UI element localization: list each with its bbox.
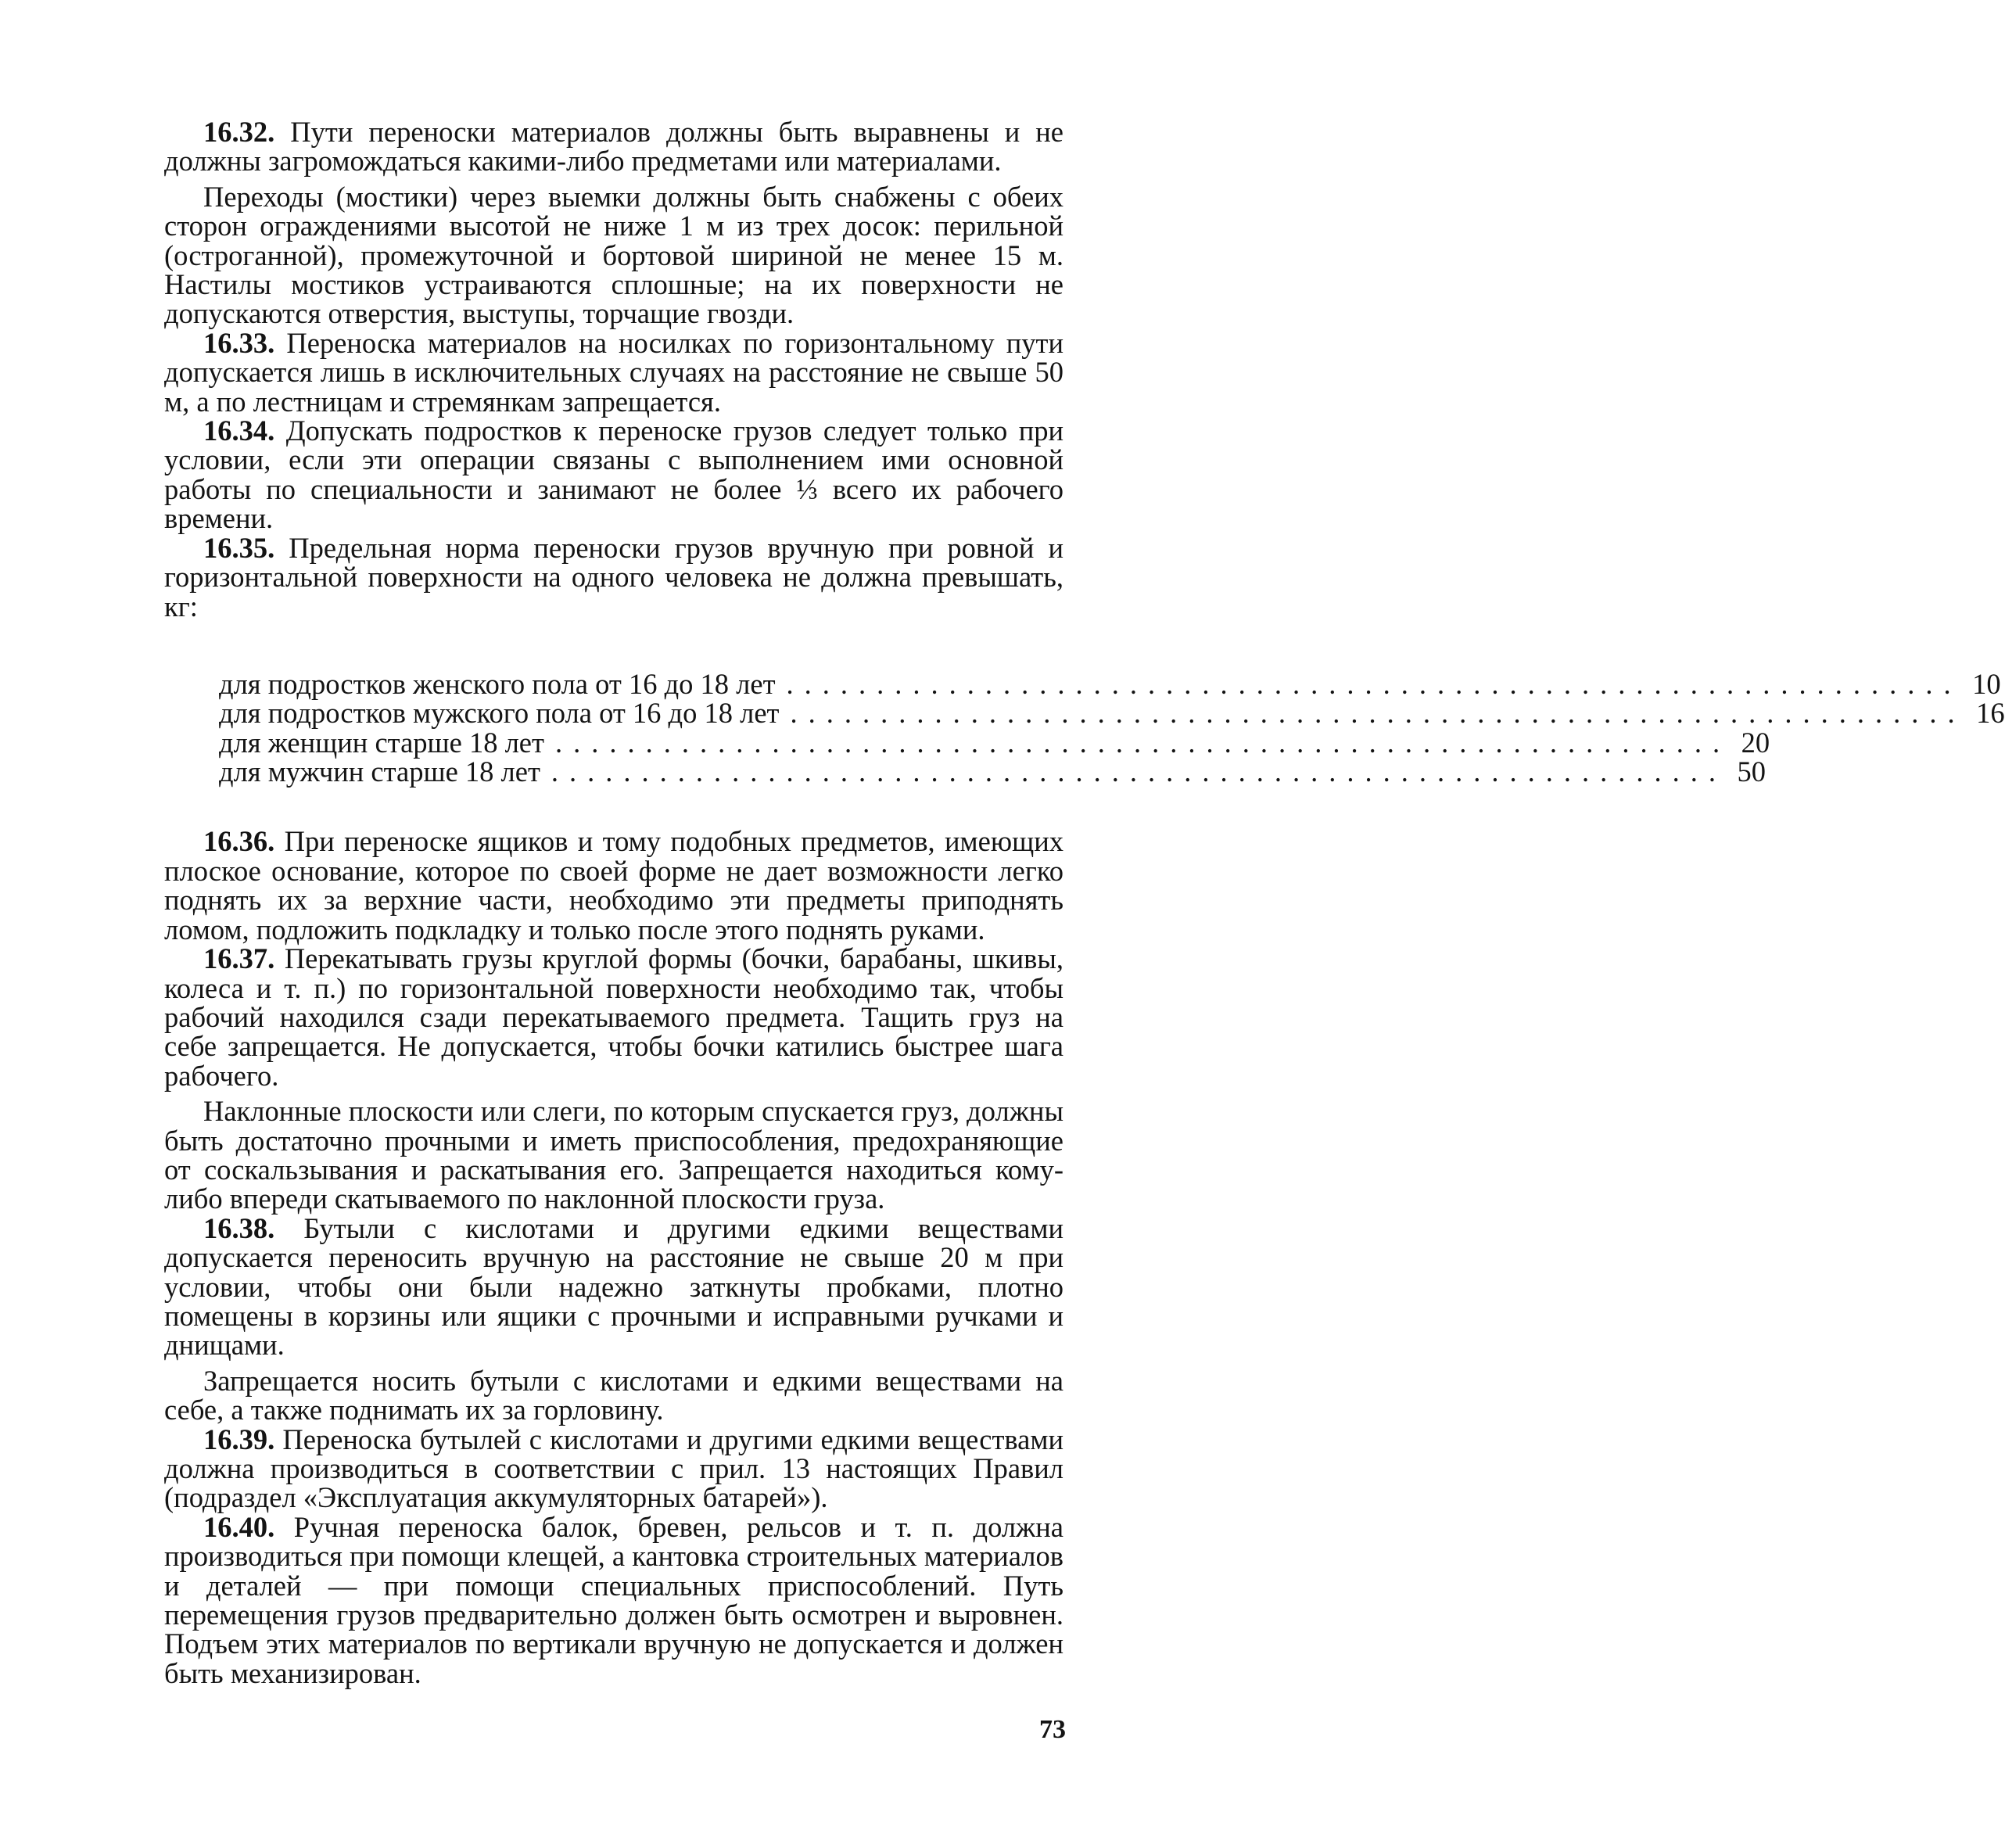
paragraph-text: Перекатывать грузы круглой формы (бочки, барабаны, шкивы, колеса и т. п.) по горизонтальной поверхности необходимо так, чтобы рабочий находился сзади перекатываемого предмета. Тащить груз на себе запрещается. Не допускается, чтобы бочки катились быстрее шага рабочего. <box>164 942 1063 1092</box>
load-limit-row <box>219 726 1770 759</box>
limit-value: 50 <box>1737 755 1766 788</box>
item-number: 16.33. <box>203 326 275 359</box>
limit-label: для подростков мужского пола от 16 до 18 лет <box>219 697 780 730</box>
paragraph-16-40 <box>164 1512 1063 1688</box>
paragraph-text: Запрещается носить бутыли с кислотами и едкими веществами на себе, а также поднимать их за горловину. <box>164 1364 1063 1426</box>
limit-label: для женщин старше 18 лет <box>219 726 544 759</box>
item-number: 16.37. <box>203 942 275 975</box>
paragraph-text: Бутыли с кислотами и другими едкими веществами допускается переносить вручную на расстояние не свыше 20 м при условии, чтобы они были надежно заткнуты пробками, плотно помещены в корзины или ящики с прочными и исправными ручками и днищами. <box>164 1211 1063 1362</box>
paragraph-text: Пути переноски материалов должны быть выравнены и не должны загромождаться какими-либо предметами или материалами. <box>164 116 1064 178</box>
paragraph-16-32 <box>164 117 1063 176</box>
limit-label: для подростков женского пола от 16 до 18 лет <box>219 667 776 700</box>
load-limit-row <box>219 667 2001 700</box>
leader-dots: ................................................................. <box>790 697 1966 730</box>
item-number: 16.38. <box>203 1211 275 1244</box>
paragraph-text: Переходы (мостики) через выемки должны быть снабжены с обеих сторон ограждениями высотой не ниже 1 м из трех досок: перильной (остроганной), промежуточной и бортовой шириной не менее 15 м. Настилы мостиков устраиваются сплошные; на их поверхности не допускаются отверстия, выступы, торчащие гвозди. <box>164 180 1063 330</box>
leader-dots: ................................................................. <box>551 755 1727 788</box>
paragraph-16-32-continued <box>164 182 1063 328</box>
section-block-1 <box>164 117 1063 621</box>
paragraph-16-33 <box>164 328 1063 416</box>
paragraph-16-38-continued <box>164 1366 1063 1425</box>
paragraph-text: Допускать подростков к переноске грузов следует только при условии, если эти операции связаны с выполнением ими основной работы по специальности и занимают не более ⅓ всего их рабочего времени. <box>164 414 1064 535</box>
paragraph-text: При переноске ящиков и тому подобных предметов, имеющих плоское основание, которое по своей форме не дает возможности легко поднять их за верхние части, необходимо эти предметы приподнять ломом, подложить подкладку и только после этого поднять руками. <box>164 825 1064 946</box>
paragraph-text: Предельная норма переноски грузов вручную при ровной и горизонтальной поверхности на одного человека не должна превышать, кг: <box>164 531 1064 623</box>
load-limits-list <box>219 667 2005 788</box>
limit-label: для мужчин старше 18 лет <box>219 755 540 788</box>
paragraph-16-37-continued <box>164 1096 1063 1214</box>
limit-value: 10 <box>1972 667 2001 700</box>
paragraph-text: Переноска бутылей с кислотами и другими едкими веществами должна производиться в соответствии с прил. 13 настоящих Правил (подраздел «Эксплуатация аккумуляторных батарей»). <box>164 1423 1063 1514</box>
paragraph-16-39 <box>164 1425 1063 1512</box>
paragraph-16-36 <box>164 827 1063 944</box>
page-number: 73 <box>1039 1715 1066 1744</box>
limit-value: 16 <box>1976 697 2005 730</box>
paragraph-text: Ручная переноска балок, бревен, рельсов и т. п. должна производиться при помощи клещей, а кантовка строительных материалов и деталей — при помощи специальных приспособлений. Путь перемещения грузов предварительно должен быть осмотрен и выровнен. Подъем этих материалов по вертикали вручную не допускается и должен быть механизирован. <box>164 1510 1064 1689</box>
page-content <box>164 116 2005 1689</box>
load-limit-row <box>219 697 2005 730</box>
paragraph-16-34 <box>164 416 1063 533</box>
item-number: 16.34. <box>203 414 275 447</box>
paragraph-16-35 <box>164 533 1063 621</box>
paragraph-16-37 <box>164 944 1063 1090</box>
paragraph-text: Наклонные плоскости или слеги, по которым спускается груз, должны быть достаточно прочными и иметь приспособления, предохраняющие от соскальзывания и раскатывания его. Запрещается находиться кому-либо впереди скатываемого по наклонной плоскости груза. <box>164 1095 1063 1215</box>
paragraph-16-38 <box>164 1211 1063 1362</box>
paragraph-text: Переноска материалов на носилках по горизонтальному пути допускается лишь в исключительных случаях на расстояние не свыше 50 м, а по лестницам и стремянкам запрещается. <box>164 326 1063 418</box>
item-number: 16.32. <box>203 116 275 148</box>
leader-dots: ................................................................. <box>554 726 1731 759</box>
section-block-2 <box>164 827 1063 1688</box>
item-number: 16.40. <box>203 1510 275 1543</box>
item-number: 16.36. <box>203 825 275 858</box>
load-limit-row <box>219 755 1766 788</box>
leader-dots: ................................................................. <box>786 667 1962 700</box>
item-number: 16.39. <box>203 1423 275 1455</box>
limit-value: 20 <box>1741 726 1770 759</box>
item-number: 16.35. <box>203 531 275 564</box>
